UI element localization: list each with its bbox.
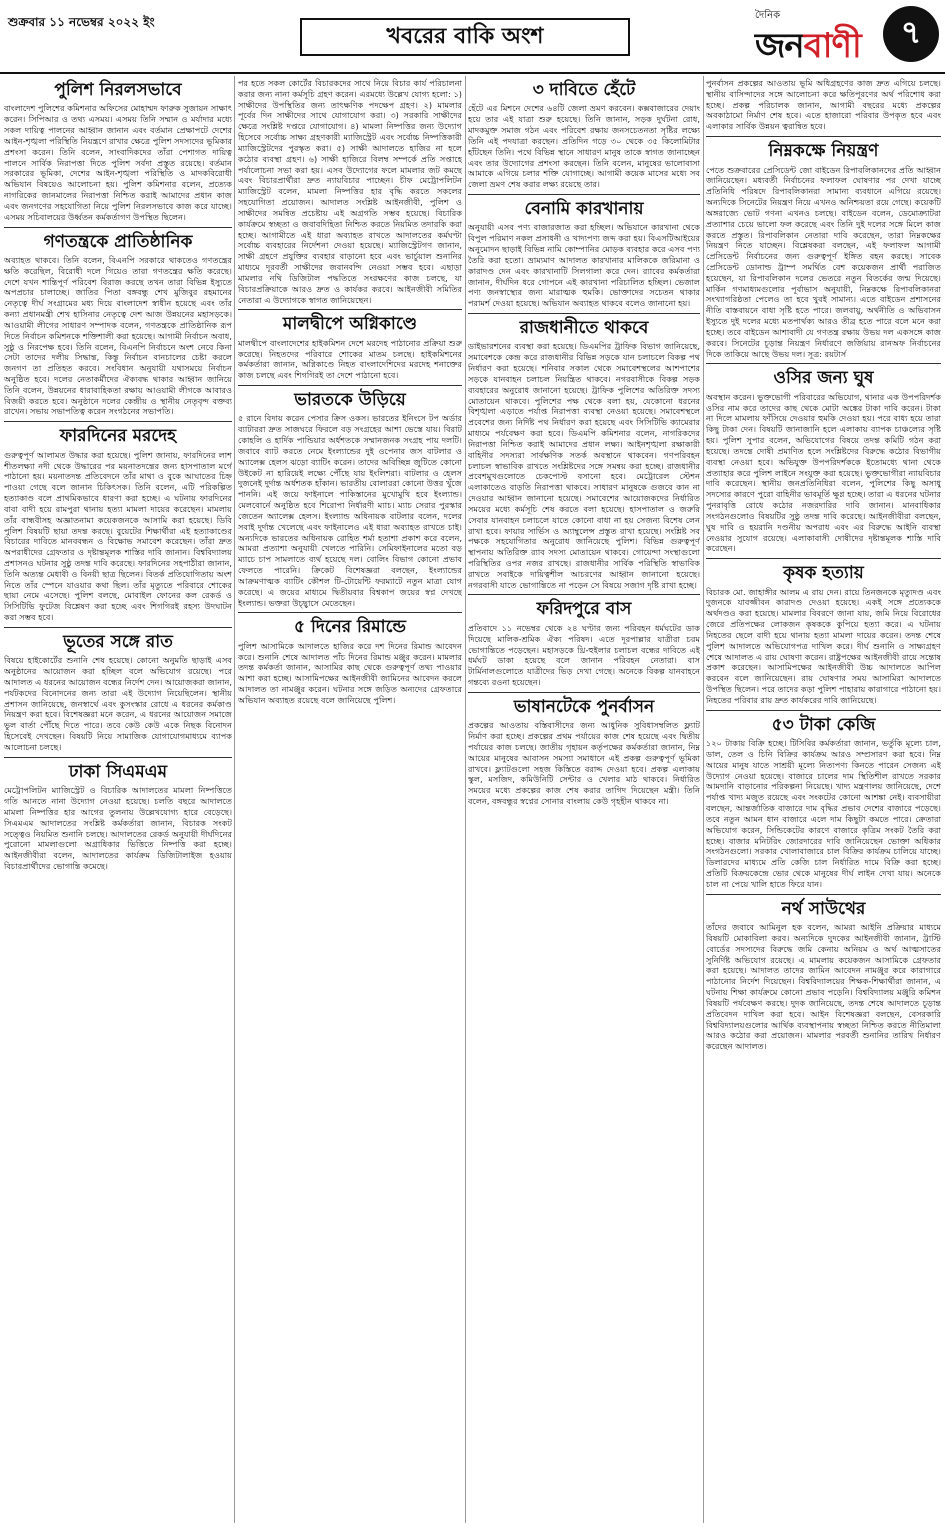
- column-2: [238, 76, 462, 1523]
- column-rule: [465, 76, 466, 1523]
- article-body: ১২০ টাকায় বিক্রি হচ্ছে। টিসিবির কর্মকর্তারা জানান, ভর্তুকি মূল্যে চাল, ডাল, তেল ও চিনি বিক্রির কার্যক্রম আরও সম্প্রসারণ করা হবে। নিম্ন আয়ের মানুষ যাতে সাশ্রয়ী মূল্যে নিত্যপণ্য কিনতে পারেন সেজন্য এই উদ্যোগ নেওয়া হয়েছে। বাজারে চালের দাম স্থিতিশীল রাখতে সরকার আমদানি বাড়ানোর পরিকল্পনা নিয়েছে। খাদ্য মন্ত্রণালয় জানিয়েছে, দেশে পর্যাপ্ত খাদ্য মজুত রয়েছে এবং সংকটের কোনো আশঙ্কা নেই। ব্যবসায়ীরা বলছেন, আন্তর্জাতিক বাজারে দাম বৃদ্ধির প্রভাব দেশের বাজারে পড়েছে। তবে নতুন আমন ধান বাজারে এলে দাম কিছুটা কমতে পারে। ক্রেতারা অভিযোগ করেন, সিন্ডিকেটের কারণে বাজারে কৃত্রিম সংকট তৈরি করা হচ্ছে। বাজার মনিটরিং জোরদারের দাবি জানিয়েছেন ভোক্তা অধিকার সংগঠনগুলো। সরকার খোলাবাজারে চাল বিক্রির কার্যক্রম চালিয়ে যাচ্ছে। ডিলারদের মাধ্যমে প্রতি কেজি চাল নির্ধারিত দামে বিক্রি করা হচ্ছে। প্রতিটি বিক্রয়কেন্দ্রে ভোর থেকে মানুষের দীর্ঘ লাইন দেখা যায়। অনেকে চাল না পেয়ে খালি হাতে ফিরে যান।: [706, 738, 941, 889]
- article-body: হেঁটে এর মিশনে দেশের ৬৪টি জেলা ভ্রমণ করবেন। কক্সবাজারের দেয়াং হয়ে তার এই যাত্রা শুরু হয়েছে। তিনি জানান, সড়ক দুর্ঘটনা রোধ, মাদকমুক্ত সমাজ গঠন এবং পরিবেশ রক্ষায় জনসচেতনতা সৃষ্টির লক্ষ্যে তিনি এই পদযাত্রা করছেন। প্রতিদিন গড়ে ৩০ থেকে ৩৫ কিলোমিটার হাঁটছেন তিনি। পথে বিভিন্ন স্থানে সাধারণ মানুষ তাকে স্বাগত জানাচ্ছেন এবং তার উদ্যোগের প্রশংসা করছেন। তিনি বলেন, মানুষের ভালোবাসা আমাকে এগিয়ে চলার শক্তি যোগাচ্ছে। আগামী কয়েক মাসের মধ্যে সব জেলা ভ্রমণ শেষ করার লক্ষ্য রয়েছে তার।: [468, 103, 700, 190]
- column-rule: [703, 76, 704, 1523]
- article-headline: ৩ দাবিতে হেঁটে: [532, 80, 636, 100]
- logo-part-2: বাণী: [803, 26, 861, 66]
- article-headline: মালদ্বীপে অগ্নিকাণ্ডে: [282, 314, 418, 335]
- article-headline: ফারদিনের মরদেহ: [59, 426, 177, 447]
- article-body: অব্যাহত থাকবে। তিনি বলেন, বিএনপি সরকারে থাকতেও গণতন্ত্রের ক্ষতি করেছিল, বিরোধী দলে গিয়েও তারা গণতন্ত্রের ক্ষতি করেছে। দেশে যখন শান্তিপূর্ণ পরিবেশ বিরাজ করছে তখন তারা বিভিন্ন ইস্যুতে অপপ্রচার চালাচ্ছে। জাতির পিতা বঙ্গবন্ধু শেখ মুজিবুর রহমানের নেতৃত্বে দীর্ঘ সংগ্রামের মধ্য দিয়ে বাংলাদেশ স্বাধীন হয়েছে এবং তাঁর কন্যা প্রধানমন্ত্রী শেখ হাসিনার নেতৃত্বে দেশ আজ উন্নয়নের মহাসড়কে। আওয়ামী লীগের সাধারণ সম্পাদক বলেন, গণতন্ত্রকে প্রাতিষ্ঠানিক রূপ দিতে নির্বাচন কমিশনকে শক্তিশালী করা হয়েছে। আগামী নির্বাচন অবাধ, সুষ্ঠু ও নিরপেক্ষ হবে। তিনি বলেন, বিএনপি নির্বাচনে অংশ নেবে কিনা সেটা তাদের দলীয় সিদ্ধান্ত, কিন্তু নির্বাচন বানচালের চেষ্টা করলে জনগণ তা প্রতিহত করবে। সংবিধান অনুযায়ী যথাসময়ে নির্বাচন অনুষ্ঠিত হবে। দলের নেতাকর্মীদের ঐক্যবদ্ধ থাকার আহ্বান জানিয়ে তিনি বলেন, উন্নয়নের ধারাবাহিকতা রক্ষায় আওয়ামী লীগকে আবারও বিজয়ী করতে হবে। অনুষ্ঠানে দলের কেন্দ্রীয় ও স্থানীয় নেতৃবৃন্দ বক্তব্য রাখেন। সভায় সভাপতিত্ব করেন সংগঠনের সভাপতি।: [4, 254, 232, 417]
- article-headline: ভারতকে উড়িয়ে: [294, 390, 406, 411]
- article-body: মালদ্বীপে বাংলাদেশের হাইকমিশন দেশে মরদেহ পাঠানোর প্রক্রিয়া শুরু করেছে। নিহতদের পরিবারে শোকের মাতম চলছে। হাইকমিশনের কর্মকর্তারা জানান, অগ্নিকাণ্ডে নিহত বাংলাদেশিদের মরদেহ শনাক্তের কাজ চলছে এবং শিগগিরই তা দেশে পাঠানো হবে।: [238, 337, 462, 381]
- article-three-demands: [468, 76, 700, 195]
- article-remand: [238, 613, 462, 709]
- article-body: গুরুত্বপূর্ণ আলামত উদ্ধার করা হয়েছে। পুলিশ জানায়, ফারদিনের লাশ শীতলক্ষ্যা নদী থেকে উদ্ধারের পর ময়নাতদন্তের জন্য হাসপাতাল মর্গে পাঠানো হয়। ময়নাতদন্ত প্রতিবেদনে তাঁর মাথা ও বুকে আঘাতের চিহ্ন পাওয়া গেছে বলে জানান চিকিৎসক। তিনি বলেন, এটি পরিকল্পিত হত্যাকাণ্ড বলে প্রাথমিকভাবে ধারণা করা হচ্ছে। এ ঘটনায় ফারদিনের বাবা বাদী হয়ে রামপুরা থানায় হত্যা মামলা দায়ের করেছেন। মামলায় তাঁর বান্ধবীসহ অজ্ঞাতনামা কয়েকজনকে আসামি করা হয়েছে। ডিবি পুলিশ বিষয়টি ছায়া তদন্ত করছে। বুয়েটের শিক্ষার্থীরা এই হত্যাকাণ্ডের বিচারের দাবিতে মানববন্ধন ও বিক্ষোভ সমাবেশ করেছেন। তাঁরা দ্রুত অপরাধীদের গ্রেফতার ও দৃষ্টান্তমূলক শাস্তির দাবি জানান। বিশ্ববিদ্যালয় প্রশাসনও ঘটনার সুষ্ঠু তদন্ত দাবি করেছে। ফারদিনের সহপাঠীরা জানান, তিনি অত্যন্ত মেধাবী ও বিনয়ী ছাত্র ছিলেন। বিতর্ক প্রতিযোগিতায় অংশ নিতে তাঁর স্পেনে যাওয়ার কথা ছিল। তাঁর মৃত্যুতে পরিবারে শোকের ছায়া নেমে এসেছে। পুলিশ বলছে, মোবাইল ফোনের কল রেকর্ড ও সিসিটিভি ফুটেজ বিশ্লেষণ করা হচ্ছে এবং শিগগিরই রহস্য উদঘাটন করা সম্ভব হবে।: [4, 449, 232, 623]
- article-headline: ভূতের সঙ্গে রাত: [63, 631, 173, 652]
- article-headline: নিম্নকক্ষে নিয়ন্ত্রণ: [768, 141, 879, 162]
- article-body: ৫ রানে বিদায় করেন পেসার ক্রিস ওকস। ভারতের ইনিংসে টপ অর্ডার ব্যাটাররা দ্রুত সাজঘরে ফিরলে বড় সংগ্রহের আশা ভেস্তে যায়। বিরাট কোহলি ও হার্দিক পান্ডিয়ার অর্ধশতকে সম্মানজনক সংগ্রহ পায় দলটি। জবাবে ব্যাট করতে নেমে ইংল্যান্ডের দুই ওপেনার জস বাটলার ও অ্যালেক্স হেলস ঝড়ো ব্যাটিং করেন। তাদের অবিচ্ছিন্ন জুটিতে কোনো উইকেট না হারিয়েই লক্ষ্যে পৌঁছে যায় ইংলিশরা। বাটলার ও হেলস দুজনেই দুর্দান্ত অর্ধশতক হাঁকান। ভারতীয় বোলাররা কোনো উত্তর খুঁজে পাননি। এই জয়ে ফাইনালে পাকিস্তানের মুখোমুখি হবে ইংল্যান্ড। মেলবোর্নে অনুষ্ঠিত হবে শিরোপা নির্ধারণী ম্যাচ। ম্যাচ সেরার পুরস্কার জেতেন অ্যালেক্স হেলস। ইংল্যান্ড অধিনায়ক বাটলার বলেন, দলের সবাই দুর্দান্ত খেলেছে এবং ফাইনালেও এই ধারা অব্যাহত রাখতে চাই। অন্যদিকে ভারতের অধিনায়ক রোহিত শর্মা হতাশা প্রকাশ করে বলেন, আমরা প্রত্যাশা অনুযায়ী খেলতে পারিনি। সেমিফাইনালের মতো বড় ম্যাচে চাপ সামলাতে ব্যর্থ হয়েছে দল। বোলিং বিভাগ কোনো প্রভাব ফেলতে পারেনি। ক্রিকেট বিশেষজ্ঞরা বলছেন, ইংল্যান্ডের আক্রমণাত্মক ব্যাটিং কৌশল টি-টোয়েন্টি ফরম্যাটে নতুন মাত্রা যোগ করেছে। এ জয়ের মাধ্যমে দ্বিতীয়বার বিশ্বকাপ জয়ের স্বপ্ন দেখছে ইংল্যান্ড। ভক্তরা উচ্ছ্বাসে মেতেছেন।: [238, 413, 462, 608]
- column-4: [706, 76, 941, 1523]
- article-headline: কৃষক হত্যায়: [783, 563, 864, 584]
- newspaper-logo: [755, 4, 875, 64]
- article-body: প্রতিবাদে ১১ নভেম্বর থেকে ২৪ ঘণ্টার জন্য পরিবহন ধর্মঘটের ডাক দিয়েছে মালিক-শ্রমিক ঐক্য পরিষদ। এতে দূরপাল্লার যাত্রীরা চরম ভোগান্তিতে পড়েছেন। মহাসড়কে থ্রি-হুইলার চলাচল বন্ধের দাবিতে এই ধর্মঘট ডাকা হয়েছে বলে জানান পরিবহন নেতারা। বাস টার্মিনালগুলোতে যাত্রীদের ভিড় দেখা গেছে। অনেকে বিকল্প যানবাহনে গন্তব্যে রওনা হয়েছেন।: [468, 622, 700, 687]
- article-continuation: [706, 76, 941, 137]
- article-democracy: [4, 228, 232, 423]
- article-ghost: [4, 628, 232, 758]
- article-body: পর হতে সকল কোর্টের বিচারকদের সাথে নিয়ে বিচার কার্য পরিচালনা করার জন্য নানা কর্মসূচি গ্রহণ করেন। এরমধ্যে উল্লেখ যোগ্য হলো: ১) সাক্ষীদের উপস্থিতির জন্য তাৎক্ষণিক পদক্ষেপ গ্রহণ। ২) মামলার পূর্বের দিন সাক্ষীদের সাথে যোগাযোগ করা। ৩) সরকারি সাক্ষীদের ক্ষেত্রে সংশ্লিষ্ট দপ্তরে যোগাযোগ। ৪) মামলা নিষ্পত্তির জন্য উদ্যোগ হিসেবে সর্বোচ্চ সাক্ষ্য গ্রহণকারী ম্যাজিস্ট্রেট এবং সর্বোচ্চ নিষ্পত্তিকারী ম্যাজিস্ট্রেটদের পুরস্কৃত করা। ৫) সাক্ষী আদালতে হাজির না হলে কঠোর ব্যবস্থা গ্রহণ। ৬) সাক্ষী হাজিরে বিলম্ব সম্পর্কে প্রতি সপ্তাহে পর্যালোচনা সভা করা হয়। এসব উদ্যোগের ফলে মামলার জট কমছে এবং বিচারপ্রার্থীরা দ্রুত ন্যায়বিচার পাচ্ছেন। চীফ মেট্রোপলিটন ম্যাজিস্ট্রেট বলেন, মামলা নিষ্পত্তির হার বৃদ্ধি করতে সকলের সহযোগিতা প্রয়োজন। আদালত সংশ্লিষ্ট আইনজীবী, পুলিশ ও সাক্ষীদের সমন্বিত প্রচেষ্টায় এই অগ্রগতি সম্ভব হয়েছে। বিচারিক কার্যক্রমে স্বচ্ছতা ও জবাবদিহিতা নিশ্চিত করতে নিয়মিত তদারকি করা হচ্ছে। আগামীতে এই ধারা অব্যাহত রাখতে আদালতের কর্মঘণ্টা সর্বোচ্চ ব্যবহারের নির্দেশনা দেওয়া হয়েছে। ম্যাজিস্ট্রেটগণ জানান, সাক্ষী গ্রহণে প্রযুক্তির ব্যবহার বাড়ানো হবে এবং ভার্চুয়াল শুনানির মাধ্যমে দূরবর্তী সাক্ষীদের জবানবন্দি নেওয়া সম্ভব হবে। এছাড়া মামলার নথি ডিজিটাল পদ্ধতিতে সংরক্ষণের কাজ চলছে, যা বিচারপ্রক্রিয়াকে আরও দ্রুত ও কার্যকর করবে। আইনজীবী সমিতির নেতারা এ উদ্যোগকে স্বাগত জানিয়েছেন।: [238, 78, 462, 305]
- article-capital: [468, 314, 700, 595]
- article-midterm: [706, 137, 941, 364]
- article-headline: বেনামি কারখানায়: [524, 199, 644, 220]
- article-body: পুনর্বাসন প্রকল্পের আওতায় ভূমি অধিগ্রহণের কাজ দ্রুত এগিয়ে চলছে। স্থানীয় বাসিন্দাদের সঙ্গে আলোচনা করে ক্ষতিপূরণের অর্থ পরিশোধ করা হচ্ছে। প্রকল্প পরিচালক জানান, আগামী বছরের মধ্যে প্রকল্পের অবকাঠামো নির্মাণ শেষ হবে। এতে হাজারো পরিবার উপকৃত হবে এবং এলাকার সার্বিক উন্নয়ন ত্বরান্বিত হবে।: [706, 78, 941, 132]
- article-headline: ৫৩ টাকা কেজি: [771, 714, 876, 735]
- article-body: ডাইভারশনের ব্যবস্থা করা হয়েছে। ডিএমপির ট্রাফিক বিভাগ জানিয়েছে, সমাবেশকে কেন্দ্র করে রাজধানীর বিভিন্ন সড়কে যান চলাচলে বিকল্প পথ নির্ধারণ করা হয়েছে। শনিবার সকাল থেকে সমাবেশস্থলের আশপাশের সড়কে যানবাহন চলাচল নিয়ন্ত্রিত থাকবে। নগরবাসীকে বিকল্প সড়ক ব্যবহারের অনুরোধ জানানো হয়েছে। ট্রাফিক পুলিশের অতিরিক্ত সদস্য মোতায়েন থাকবে। পুলিশের পক্ষ থেকে বলা হয়, যেকোনো ধরনের বিশৃঙ্খলা এড়াতে পর্যাপ্ত নিরাপত্তা ব্যবস্থা নেওয়া হয়েছে। সমাবেশস্থলে প্রবেশের জন্য নির্দিষ্ট পথ নির্ধারণ করা হয়েছে এবং সিসিটিভি ক্যামেরার মাধ্যমে পর্যবেক্ষণ করা হবে। ডিএমপি কমিশনার বলেন, নাগরিকদের নিরাপত্তা নিশ্চিত করাই আমাদের প্রধান লক্ষ্য। আইনশৃঙ্খলা রক্ষাকারী বাহিনীর সদস্যরা সার্বক্ষণিক সতর্ক অবস্থানে থাকবেন। গণপরিবহন চলাচল স্বাভাবিক রাখতে সংশ্লিষ্টদের সঙ্গে সমন্বয় করা হচ্ছে। রাজধানীর প্রবেশমুখগুলোতে চেকপোস্ট বসানো হবে। মেট্রোরেল স্টেশন এলাকাতেও বাড়তি নিরাপত্তা থাকবে। সাধারণ মানুষকে গুজবে কান না দেওয়ার আহ্বান জানানো হয়েছে। সমাবেশের আয়োজকদের নির্ধারিত সময়ের মধ্যে কর্মসূচি শেষ করতে বলা হয়েছে। হাসপাতাল ও জরুরি সেবার যানবাহন চলাচলে যাতে কোনো বাধা না হয় সেজন্য বিশেষ লেন রাখা হবে। ফায়ার সার্ভিস ও অ্যাম্বুলেন্স প্রস্তুত রাখা হয়েছে। সংশ্লিষ্ট সব পক্ষকে সহযোগিতার অনুরোধ জানিয়েছে পুলিশ। বিভিন্ন গুরুত্বপূর্ণ স্থাপনায় অতিরিক্ত র‍্যাব সদস্য মোতায়েন থাকবে। গোয়েন্দা সংস্থাগুলো পরিস্থিতির ওপর নজর রাখছে। রাজধানীর সার্বিক পরিস্থিতি স্বাভাবিক রাখতে সবাইকে দায়িত্বশীল আচরণের আহ্বান জানানো হয়েছে। নগরবাসী যাতে ভোগান্তিতে না পড়েন সে বিষয়ে সজাগ দৃষ্টি রাখা হচ্ছে।: [468, 341, 700, 590]
- article-body: বাংলাদেশ পুলিশের কমিশনার অফিসের মোহাম্মদ ফারুক সুজায়ন সাক্ষাৎ করেন। সিপিআর ও তথ্য এসময়। এসময় তিনি সম্মান ও মর্যাদার মধ্যে সকল দায়িত্ব পালনের আহ্বান জানান এবং বর্তমান প্রেক্ষাপটে দেশের আইন-শৃঙ্খলা পরিস্থিতি নিয়ন্ত্রণে রাখার ক্ষেত্রে পুলিশ সদস্যদের ভূমিকার প্রশংসা করেন। তিনি বলেন, সাংবাদিকদের তাঁরা পেশাগত দায়িত্ব পালনে সার্বিক নিরাপত্তা দিতে পুলিশ সর্বদা প্রস্তুত রয়েছে। বর্তমান সরকারের ভূমিকা, দেশের আইন-শৃঙ্খলা পরিস্থিতি ও মাদকবিরোধী অভিযান বিষয়েও আলোচনা হয়। পুলিশ কমিশনার বলেন, প্রত্যেক নাগরিকের জানমালের নিরাপত্তা নিশ্চিত করাই আমাদের প্রধান কাজ এবং জনগণের সহযোগিতা নিয়ে পুলিশ নিরলসভাবে কাজ করে যাচ্ছে। এসময় সচিবালয়ের উর্ধ্বতন কর্মকর্তাগণ উপস্থিত ছিলেন।: [4, 103, 232, 222]
- article-headline: ঢাকা সিএমএম: [68, 761, 168, 782]
- article-fardin: [4, 422, 232, 628]
- article-headline: ওসির জন্য ঘুষ: [773, 368, 874, 389]
- column-3: [468, 76, 700, 1523]
- article-faridpur-bus: [468, 595, 700, 692]
- article-headline: ৫ দিনের রিমান্ডে: [294, 617, 406, 638]
- article-body: অবস্থান করেন। ভুক্তভোগী পরিবারের অভিযোগ, থানার এক উপপরিদর্শক ওসির নাম করে তাদের কাছ থেকে মোটা অঙ্কের টাকা দাবি করেন। টাকা না দিলে মামলায় ফাঁসিয়ে দেওয়ার হুমকি দেওয়া হয়। পরে বাধ্য হয়ে তারা কিছু টাকা দেন। বিষয়টি জানাজানি হলে এলাকায় ব্যাপক চাঞ্চল্যের সৃষ্টি হয়। পুলিশ সুপার বলেন, অভিযোগের বিষয়ে তদন্ত কমিটি গঠন করা হয়েছে। তদন্তে দোষী প্রমাণিত হলে সংশ্লিষ্টদের বিরুদ্ধে কঠোর বিভাগীয় ব্যবস্থা নেওয়া হবে। অভিযুক্ত উপপরিদর্শককে ইতোমধ্যে থানা থেকে প্রত্যাহার করে পুলিশ লাইনে সংযুক্ত করা হয়েছে। ভুক্তভোগীরা ন্যায়বিচার দাবি করেছেন। স্থানীয় জনপ্রতিনিধিরা বলেন, পুলিশের কিছু অসাধু সদস্যের কারণে পুরো বাহিনীর ভাবমূর্তি ক্ষুণ্ণ হচ্ছে। তারা এ ধরনের ঘটনার পুনরাবৃত্তি রোধে কঠোর নজরদারির দাবি জানান। মানবাধিকার সংগঠনগুলোও বিষয়টির সুষ্ঠু তদন্ত দাবি করেছে। আইনজীবীরা বলছেন, ঘুষ দাবি ও হয়রানি দণ্ডনীয় অপরাধ এবং এর বিরুদ্ধে আইনি ব্যবস্থা নেওয়ার সুযোগ রয়েছে। এলাকাবাসী দোষীদের দৃষ্টান্তমূলক শাস্তি দাবি করেছেন।: [706, 391, 941, 554]
- section-title: খবরের বাকি অংশ: [300, 18, 630, 56]
- article-body: মেট্রোপলিটন ম্যাজিস্ট্রেট ও বিচারিক আদালতের মামলা নিষ্পত্তিতে গতি আনতে নানা উদ্যোগ নেওয়া হয়েছে। চলতি বছরে আদালতে মামলা নিষ্পত্তির হার আগের তুলনায় উল্লেখযোগ্য হারে বেড়েছে। সিএমএম আদালতের সংশ্লিষ্ট কর্মকর্তারা জানান, বিচারক সংকট সত্ত্বেও নিয়মিত শুনানি চলছে। আদালতের রেকর্ড অনুযায়ী দীর্ঘদিনের পুরোনো মামলাগুলো অগ্রাধিকার ভিত্তিতে নিষ্পত্তি করা হচ্ছে। আইনজীবীরা বলেন, আদালতের কার্যক্রম ডিজিটালাইজ হওয়ায় বিচারপ্রার্থীদের ভোগান্তি কমেছে।: [4, 785, 232, 871]
- column-1: [4, 76, 232, 1523]
- article-rice: [706, 711, 941, 895]
- article-farmer: [706, 559, 941, 711]
- column-rule: [234, 76, 235, 1523]
- article-police: [4, 76, 232, 228]
- article-rehabilitation: [468, 693, 700, 811]
- article-body: পেতে শুক্রবারের প্রেসিডেন্ট জো বাইডেন রিপাবলিকানদের প্রতি আহ্বান জানিয়েছেন। মধ্যবর্তী নির্বাচনের ফলাফল ঘোষণার পর দেখা যাচ্ছে প্রতিনিধি পরিষদে রিপাবলিকানরা সামান্য ব্যবধানে এগিয়ে রয়েছে। অন্যদিকে সিনেটের নিয়ন্ত্রণ নিয়ে এখনও অনিশ্চয়তা রয়ে গেছে। কয়েকটি অঙ্গরাজ্যে ভোট গণনা এখনও চলছে। বাইডেন বলেন, ডেমোক্র্যাটরা প্রত্যাশার চেয়ে ভালো ফল করেছে এবং তিনি দুই দলের সঙ্গে মিলে কাজ করতে প্রস্তুত। রিপাবলিকান নেতারা দাবি করেছেন, তারা নিম্নকক্ষের নিয়ন্ত্রণ নিতে যাচ্ছেন। বিশ্লেষকরা বলছেন, এই ফলাফল আগামী প্রেসিডেন্ট নির্বাচনের জন্য গুরুত্বপূর্ণ ইঙ্গিত বহন করছে। সাবেক প্রেসিডেন্ট ডোনাল্ড ট্রাম্প সমর্থিত বেশ কয়েকজন প্রার্থী পরাজিত হয়েছেন, যা রিপাবলিকান দলের ভেতরে নতুন বিতর্কের জন্ম দিয়েছে। মার্কিন গণমাধ্যমগুলোর পূর্বাভাস অনুযায়ী, নিম্নকক্ষে রিপাবলিকানরা সংখ্যাগরিষ্ঠতা পেলেও তা হবে খুবই সামান্য। এতে বাইডেন প্রশাসনের নীতি বাস্তবায়নে বাধা সৃষ্টি হতে পারে। জলবায়ু, অর্থনীতি ও অভিবাসন ইস্যুতে দুই দলের মধ্যে মতপার্থক্য আরও তীব্র হতে পারে বলে মনে করা হচ্ছে। তবে বাইডেন আশাবাদী যে গণতন্ত্র রক্ষায় উভয় দল একসঙ্গে কাজ করবে। সিনেটের চূড়ান্ত নিয়ন্ত্রণ নির্ধারণে জর্জিয়ায় রানঅফ নির্বাচনের দিকে তাকিয়ে আছে উভয় দল। সূত্র: রয়টার্স: [706, 164, 941, 359]
- page-header: [0, 0, 945, 74]
- article-india-cricket: [238, 386, 462, 613]
- logo-wordmark: [755, 20, 861, 77]
- article-headline: পুলিশ নিরলসভাবে: [54, 80, 182, 100]
- page-number-badge: ৭: [883, 6, 939, 62]
- article-body: তাঁদের জবাবে আমিনুল হক বলেন, আমরা আইনি প্রক্রিয়ার মাধ্যমে বিষয়টি মোকাবিলা করব। অন্যদিকে দুদকের আইনজীবী জানান, ট্রাস্টি বোর্ডের সদস্যদের বিরুদ্ধে জমি কেনায় অনিয়ম ও অর্থ আত্মসাতের সুনির্দিষ্ট অভিযোগ রয়েছে। এ মামলায় কয়েকজন আসামিকে গ্রেফতার করা হয়েছে। আদালত তাদের জামিন আবেদন নামঞ্জুর করে কারাগারে পাঠানোর নির্দেশ দিয়েছেন। বিশ্ববিদ্যালয়ের শিক্ষক-শিক্ষার্থীরা জানান, এ ঘটনায় শিক্ষা কার্যক্রমে কোনো প্রভাব পড়েনি। বিশ্ববিদ্যালয় মঞ্জুরি কমিশন বিষয়টি পর্যবেক্ষণ করছে। দুদক জানিয়েছে, তদন্ত শেষে আদালতে চূড়ান্ত প্রতিবেদন দাখিল করা হবে। আইন বিশেষজ্ঞরা বলছেন, বেসরকারি বিশ্ববিদ্যালয়গুলোর আর্থিক ব্যবস্থাপনায় স্বচ্ছতা নিশ্চিত করতে নীতিমালা আরও কঠোর করা প্রয়োজন। মামলার পরবর্তী শুনানির তারিখ নির্ধারণ করেছেন আদালত।: [706, 922, 941, 1052]
- article-headline: ফরিদপুরে বাস: [536, 599, 632, 620]
- article-witnesses: [238, 76, 462, 310]
- article-headline: ভাষানটেকে পুনর্বাসন: [513, 696, 655, 717]
- article-body: বিচারক মো. জাহাঙ্গীর আলম এ রায় দেন। রায়ে তিনজনকে মৃত্যুদণ্ড এবং দুজনকে যাবজ্জীবন কারাদণ্ড দেওয়া হয়েছে। একই সঙ্গে প্রত্যেককে অর্থদণ্ডও করা হয়েছে। মামলার বিবরণে জানা যায়, জমি নিয়ে বিরোধের জেরে প্রতিপক্ষের লোকজন কৃষককে কুপিয়ে হত্যা করে। এ ঘটনায় নিহতের ছেলে বাদী হয়ে থানায় হত্যা মামলা দায়ের করেন। তদন্ত শেষে পুলিশ আদালতে অভিযোগপত্র দাখিল করে। দীর্ঘ শুনানি ও সাক্ষ্যগ্রহণ শেষে আদালত এ রায় ঘোষণা করেন। রাষ্ট্রপক্ষের আইনজীবী রায়ে সন্তোষ প্রকাশ করেছেন। আসামিপক্ষের আইনজীবী উচ্চ আদালতে আপিল করবেন বলে জানিয়েছেন। রায় ঘোষণার সময় আসামিরা আদালতে উপস্থিত ছিলেন। পরে তাদের কড়া পুলিশ পাহারায় কারাগারে পাঠানো হয়। নিহতের পরিবার রায় দ্রুত কার্যকরের দাবি জানিয়েছে।: [706, 586, 941, 705]
- issue-date: শুক্রবার ১১ নভেম্বর ২০২২ ইং: [8, 15, 155, 29]
- article-bribe: [706, 364, 941, 559]
- article-body: পুলিশ আসামিকে আদালতে হাজির করে দশ দিনের রিমান্ড আবেদন করে। শুনানি শেষে আদালত পাঁচ দিনের রিমান্ড মঞ্জুর করেন। মামলার তদন্ত কর্মকর্তা জানান, আসামির কাছ থেকে গুরুত্বপূর্ণ তথ্য পাওয়ার আশা করা হচ্ছে। আসামিপক্ষের আইনজীবী জামিনের আবেদন করলে আদালত তা নামঞ্জুর করেন। ঘটনার সঙ্গে জড়িত অন্যদের গ্রেফতারে অভিযান অব্যাহত রয়েছে বলে জানিয়েছে পুলিশ।: [238, 640, 462, 705]
- article-body: অনুযায়ী এসব পণ্য বাজারজাত করা হচ্ছিল। অভিযানে কারখানা থেকে বিপুল পরিমাণ নকল প্রসাধনী ও খাদ্যপণ্য জব্দ করা হয়। বিএসটিআইয়ের অনুমোদন ছাড়াই বিভিন্ন নামি কোম্পানির মোড়ক ব্যবহার করে এসব পণ্য তৈরি করা হতো। ভ্রাম্যমাণ আদালত কারখানার মালিককে জরিমানা ও কারাদণ্ড দেন এবং কারখানাটি সিলগালা করে দেন। র‍্যাবের কর্মকর্তারা জানান, দীর্ঘদিন ধরে গোপনে এই কারখানা পরিচালিত হচ্ছিল। ভেজাল পণ্য জনস্বাস্থ্যের জন্য মারাত্মক হুমকি। ভোক্তাদের সচেতন থাকার পরামর্শ দেওয়া হয়েছে। অভিযান অব্যাহত থাকবে বলেও জানানো হয়।: [468, 222, 700, 309]
- article-maldives: [238, 310, 462, 386]
- logo-part-1: জন: [755, 26, 804, 66]
- article-headline: রাজধানীতে থাকবে: [519, 318, 649, 339]
- article-dhaka-cmm: [4, 758, 232, 876]
- logo-prefix: দৈনিক: [755, 10, 781, 21]
- article-body: প্রকল্পের আওতায় বস্তিবাসীদের জন্য আধুনিক সুবিধাসম্বলিত ফ্ল্যাট নির্মাণ করা হচ্ছে। প্রকল্পের প্রথম পর্যায়ের কাজ শেষ হয়েছে এবং দ্বিতীয় পর্যায়ের কাজ চলছে। জাতীয় গৃহায়ন কর্তৃপক্ষের কর্মকর্তারা জানান, নিম্ন আয়ের মানুষের আবাসন সমস্যা সমাধানে এই প্রকল্প গুরুত্বপূর্ণ ভূমিকা রাখবে। ফ্ল্যাটগুলো সহজ কিস্তিতে বরাদ্দ দেওয়া হবে। প্রকল্প এলাকায় স্কুল, মসজিদ, কমিউনিটি সেন্টার ও খেলার মাঠ থাকবে। নির্ধারিত সময়ের মধ্যে প্রকল্পের কাজ শেষ করার তাগিদ দিয়েছেন মন্ত্রী। তিনি বলেন, বঙ্গবন্ধুর স্বপ্নের সোনার বাংলায় কেউ গৃহহীন থাকবে না।: [468, 720, 700, 807]
- article-fake-factory: [468, 195, 700, 314]
- article-body: বিষয়ে হাইকোর্টের শুনানি শেষ হয়েছে। কোনো অনুমতি ছাড়াই এসব অনুষ্ঠানের আয়োজন করা হচ্ছিল বলে অভিযোগ রয়েছে। পরে আদালত এ ধরনের আয়োজন বন্ধের নির্দেশ দেন। আয়োজকরা জানান, পর্যটকদের বিনোদনের জন্য তারা এই উদ্যোগ নিয়েছিলেন। স্থানীয় প্রশাসন জানিয়েছে, জনস্বার্থে এবং কুসংস্কার রোধে এ ধরনের কর্মকাণ্ড নিয়ন্ত্রণ করা হবে। বিশেষজ্ঞরা মনে করেন, এ ধরনের আয়োজন সমাজে ভুল বার্তা পৌঁছে দিতে পারে। তবে কেউ কেউ একে নিছক বিনোদন হিসেবেই দেখছেন। বিষয়টি নিয়ে সামাজিক যোগাযোগমাধ্যমে ব্যাপক আলোচনা চলছে।: [4, 655, 232, 752]
- article-north-south: [706, 895, 941, 1056]
- article-headline: গণতন্ত্রকে প্রাতিষ্ঠানিক: [43, 231, 193, 252]
- article-headline: নর্থ সাউথের: [781, 898, 866, 919]
